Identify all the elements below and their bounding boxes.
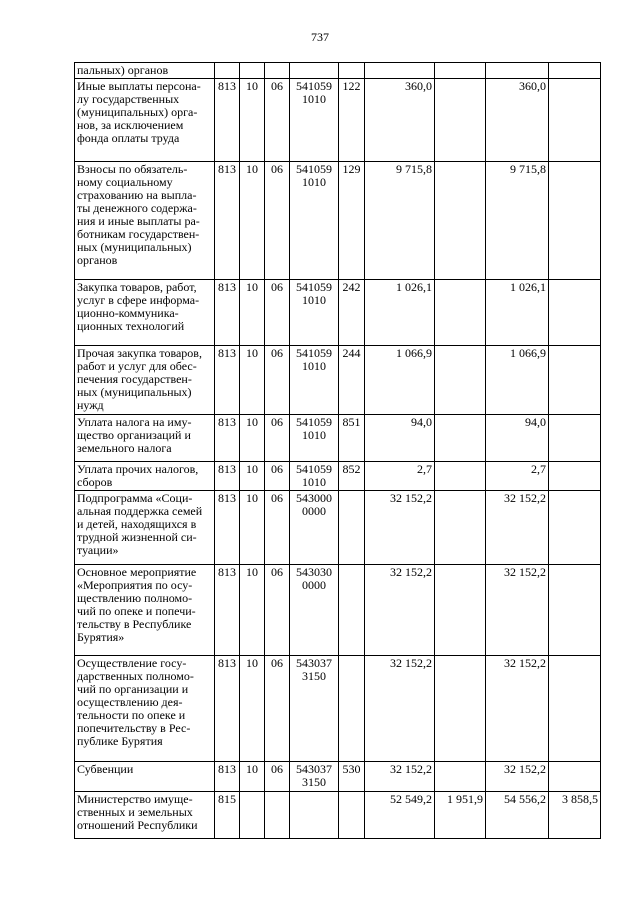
row-name: Взносы по обязатель- ному социальному страхованию на выпла- ты денежного содержа- ния и иные выплаты ра- ботникам государствен- ных (муниципальных) органов (75, 162, 215, 280)
table-row (75, 792, 601, 839)
section-code: 10 (240, 280, 265, 346)
amount-3: 1 066,9 (486, 346, 549, 415)
ved-code: 813 (215, 280, 240, 346)
amount-1: 94,0 (365, 415, 435, 462)
expense-type-code (339, 656, 365, 762)
amount-1: 32 152,2 (365, 762, 435, 792)
table-row (75, 346, 601, 415)
amount-1: 1 066,9 (365, 346, 435, 415)
amount-1: 360,0 (365, 79, 435, 162)
expense-type-code: 242 (339, 280, 365, 346)
target-article-code: 541059 1010 (290, 462, 339, 491)
row-name: Подпрограмма «Соци- альная поддержка семей и детей, находящихся в трудной жизненной си- туации» (75, 491, 215, 565)
amount-2 (435, 415, 486, 462)
ved-code: 813 (215, 162, 240, 280)
target-article-code: 543037 3150 (290, 656, 339, 762)
row-name: Иные выплаты персона- лу государственных (муниципальных) орга- нов, за исключением фонда оплаты труда (75, 79, 215, 162)
table-row (75, 491, 601, 565)
subsection-code: 06 (265, 162, 290, 280)
table-row (75, 63, 601, 79)
target-article-code: 543037 3150 (290, 762, 339, 792)
table-row (75, 565, 601, 656)
target-article-code (290, 792, 339, 839)
amount-2: 1 951,9 (435, 792, 486, 839)
amount-1: 32 152,2 (365, 656, 435, 762)
target-article-code: 541059 1010 (290, 79, 339, 162)
amount-3: 2,7 (486, 462, 549, 491)
amount-2 (435, 280, 486, 346)
target-article-code: 541059 1010 (290, 280, 339, 346)
row-name: Основное мероприятие «Мероприятия по осу- ществлению полномо- чий по опеке и попечи- тельству в Республике Бурятия» (75, 565, 215, 656)
amount-3: 32 152,2 (486, 491, 549, 565)
target-article-code: 541059 1010 (290, 162, 339, 280)
budget-table (74, 62, 601, 839)
amount-4 (549, 79, 601, 162)
row-name: Уплата налога на иму- щество организаций и земельного налога (75, 415, 215, 462)
row-name: пальных) органов (75, 63, 215, 79)
ved-code: 813 (215, 565, 240, 656)
section-code: 10 (240, 762, 265, 792)
section-code: 10 (240, 162, 265, 280)
expense-type-code: 244 (339, 346, 365, 415)
amount-4 (549, 462, 601, 491)
table-row (75, 762, 601, 792)
subsection-code: 06 (265, 491, 290, 565)
expense-type-code: 852 (339, 462, 365, 491)
target-article-code (290, 63, 339, 79)
subsection-code: 06 (265, 280, 290, 346)
expense-type-code (339, 491, 365, 565)
page-number: 737 (311, 30, 329, 44)
row-name: Закупка товаров, работ, услуг в сфере информа- ционно-коммуника- ционных технологий (75, 280, 215, 346)
section-code (240, 792, 265, 839)
amount-3: 94,0 (486, 415, 549, 462)
ved-code: 813 (215, 346, 240, 415)
expense-type-code (339, 565, 365, 656)
ved-code: 813 (215, 656, 240, 762)
amount-2 (435, 491, 486, 565)
subsection-code: 06 (265, 415, 290, 462)
table-row (75, 415, 601, 462)
ved-code: 813 (215, 762, 240, 792)
ved-code: 815 (215, 792, 240, 839)
ved-code (215, 63, 240, 79)
subsection-code: 06 (265, 762, 290, 792)
amount-2 (435, 762, 486, 792)
ved-code: 813 (215, 462, 240, 491)
amount-3: 54 556,2 (486, 792, 549, 839)
amount-4 (549, 415, 601, 462)
amount-3: 360,0 (486, 79, 549, 162)
table-row (75, 462, 601, 491)
ved-code: 813 (215, 415, 240, 462)
amount-3: 1 026,1 (486, 280, 549, 346)
amount-4 (549, 491, 601, 565)
table-row (75, 162, 601, 280)
target-article-code: 543000 0000 (290, 491, 339, 565)
amount-3 (486, 63, 549, 79)
amount-2 (435, 462, 486, 491)
section-code: 10 (240, 462, 265, 491)
section-code (240, 63, 265, 79)
amount-4: 3 858,5 (549, 792, 601, 839)
expense-type-code: 851 (339, 415, 365, 462)
amount-2 (435, 79, 486, 162)
amount-3: 9 715,8 (486, 162, 549, 280)
amount-1: 1 026,1 (365, 280, 435, 346)
row-name: Министерство имуще- ственных и земельных отношений Республики (75, 792, 215, 839)
amount-1: 9 715,8 (365, 162, 435, 280)
ved-code: 813 (215, 79, 240, 162)
section-code: 10 (240, 565, 265, 656)
amount-1: 32 152,2 (365, 491, 435, 565)
amount-4 (549, 565, 601, 656)
subsection-code (265, 63, 290, 79)
expense-type-code: 122 (339, 79, 365, 162)
amount-1: 2,7 (365, 462, 435, 491)
subsection-code (265, 792, 290, 839)
amount-3: 32 152,2 (486, 762, 549, 792)
amount-2 (435, 63, 486, 79)
amount-2 (435, 565, 486, 656)
ved-code: 813 (215, 491, 240, 565)
subsection-code: 06 (265, 346, 290, 415)
amount-3: 32 152,2 (486, 656, 549, 762)
amount-2 (435, 346, 486, 415)
row-name: Субвенции (75, 762, 215, 792)
amount-1: 52 549,2 (365, 792, 435, 839)
amount-4 (549, 280, 601, 346)
section-code: 10 (240, 346, 265, 415)
amount-4 (549, 762, 601, 792)
row-name: Уплата прочих налогов, сборов (75, 462, 215, 491)
amount-1 (365, 63, 435, 79)
section-code: 10 (240, 656, 265, 762)
section-code: 10 (240, 79, 265, 162)
expense-type-code (339, 792, 365, 839)
expense-type-code: 530 (339, 762, 365, 792)
amount-4 (549, 162, 601, 280)
subsection-code: 06 (265, 79, 290, 162)
amount-4 (549, 346, 601, 415)
amount-4 (549, 63, 601, 79)
expense-type-code (339, 63, 365, 79)
expense-type-code: 129 (339, 162, 365, 280)
table-row (75, 79, 601, 162)
target-article-code: 541059 1010 (290, 415, 339, 462)
amount-1: 32 152,2 (365, 565, 435, 656)
amount-3: 32 152,2 (486, 565, 549, 656)
target-article-code: 543030 0000 (290, 565, 339, 656)
row-name: Прочая закупка товаров, работ и услуг для обес- печения государствен- ных (муниципальных) нужд (75, 346, 215, 415)
amount-4 (549, 656, 601, 762)
section-code: 10 (240, 491, 265, 565)
subsection-code: 06 (265, 656, 290, 762)
subsection-code: 06 (265, 462, 290, 491)
section-code: 10 (240, 415, 265, 462)
subsection-code: 06 (265, 565, 290, 656)
table-row (75, 280, 601, 346)
target-article-code: 541059 1010 (290, 346, 339, 415)
row-name: Осуществление госу- дарственных полномо- чий по организации и осуществлению дея- тельности по опеке и попечительству в Рес- публике Бурятия (75, 656, 215, 762)
amount-2 (435, 656, 486, 762)
table-body (75, 63, 601, 839)
amount-2 (435, 162, 486, 280)
table-row (75, 656, 601, 762)
